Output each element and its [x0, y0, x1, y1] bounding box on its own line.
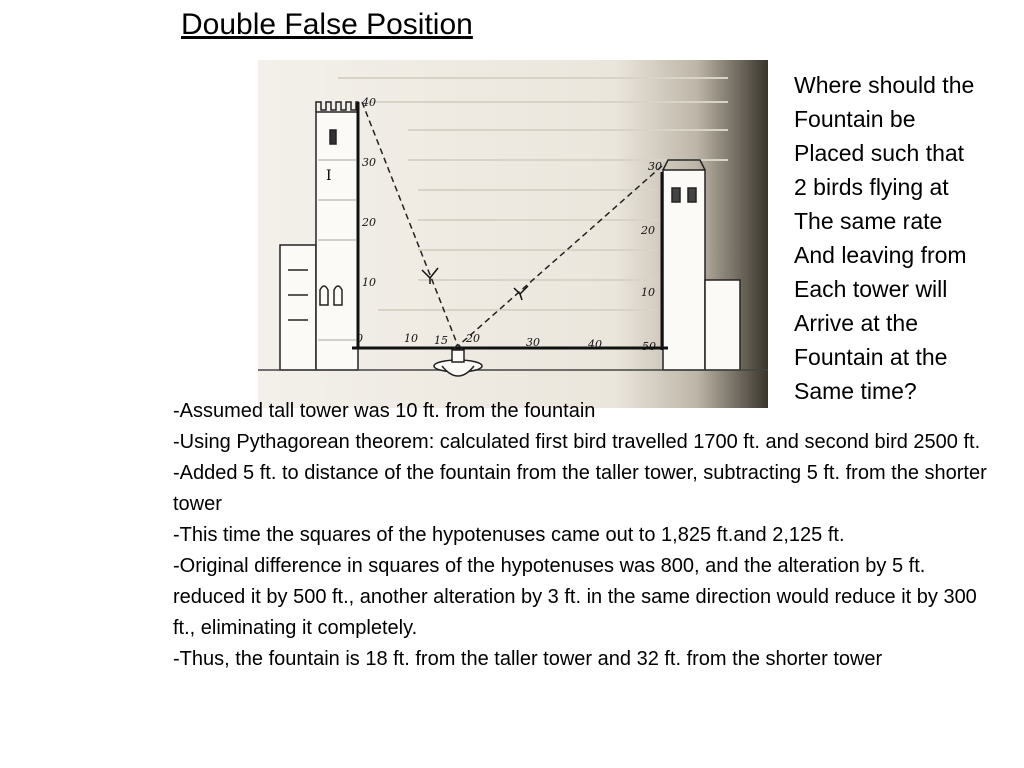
tall-scale-40: 40 [362, 96, 376, 109]
solution-steps [173, 396, 993, 675]
tall-scale-10: 10 [362, 276, 376, 289]
ground-scale-30: 30 [526, 336, 540, 349]
step-3: -Added 5 ft. to distance of the fountain from the taller tower, subtracting 5 ft. from the shorter tower [173, 462, 987, 515]
ground-scale-10: 10 [404, 332, 418, 345]
ground-scale-20: 20 [466, 332, 480, 345]
step-1: -Assumed tall tower was 10 ft. from the fountain [173, 400, 596, 422]
tower-fountain-illustration [258, 60, 768, 408]
tower-label: I [326, 168, 332, 184]
tall-scale-20: 20 [362, 216, 376, 229]
ground-scale-50: 50 [642, 340, 656, 353]
step-2: -Using Pythagorean theorem: calculated first bird travelled 1700 ft. and second bird 2500 ft. [173, 431, 981, 453]
short-scale-10: 10 [641, 286, 655, 299]
ground-scale-40: 40 [588, 338, 602, 351]
step-6: -Thus, the fountain is 18 ft. from the taller tower and 32 ft. from the shorter tower [173, 648, 883, 670]
ground-scale-15: 15 [434, 334, 448, 347]
slide-title: Double False Position [181, 8, 473, 41]
question-text: Where should the Fountain be Placed such that 2 birds flying at The same rate And leaving from Each tower will Arrive at the Fountain at the Same time? [794, 72, 975, 404]
tall-scale-30: 30 [362, 156, 376, 169]
step-4: -This time the squares of the hypotenuses came out to 1,825 ft.and 2,125 ft. [173, 524, 845, 546]
ground-scale-0: 0 [356, 332, 363, 345]
short-scale-20: 20 [641, 224, 655, 237]
step-5: -Original difference in squares of the hypotenuses was 800, and the alteration by 5 ft. reduced it by 500 ft., another alteration by 3 ft. in the same direction would reduce it by 300 ft., eliminating it completely. [173, 555, 977, 639]
short-scale-30: 30 [648, 160, 662, 173]
